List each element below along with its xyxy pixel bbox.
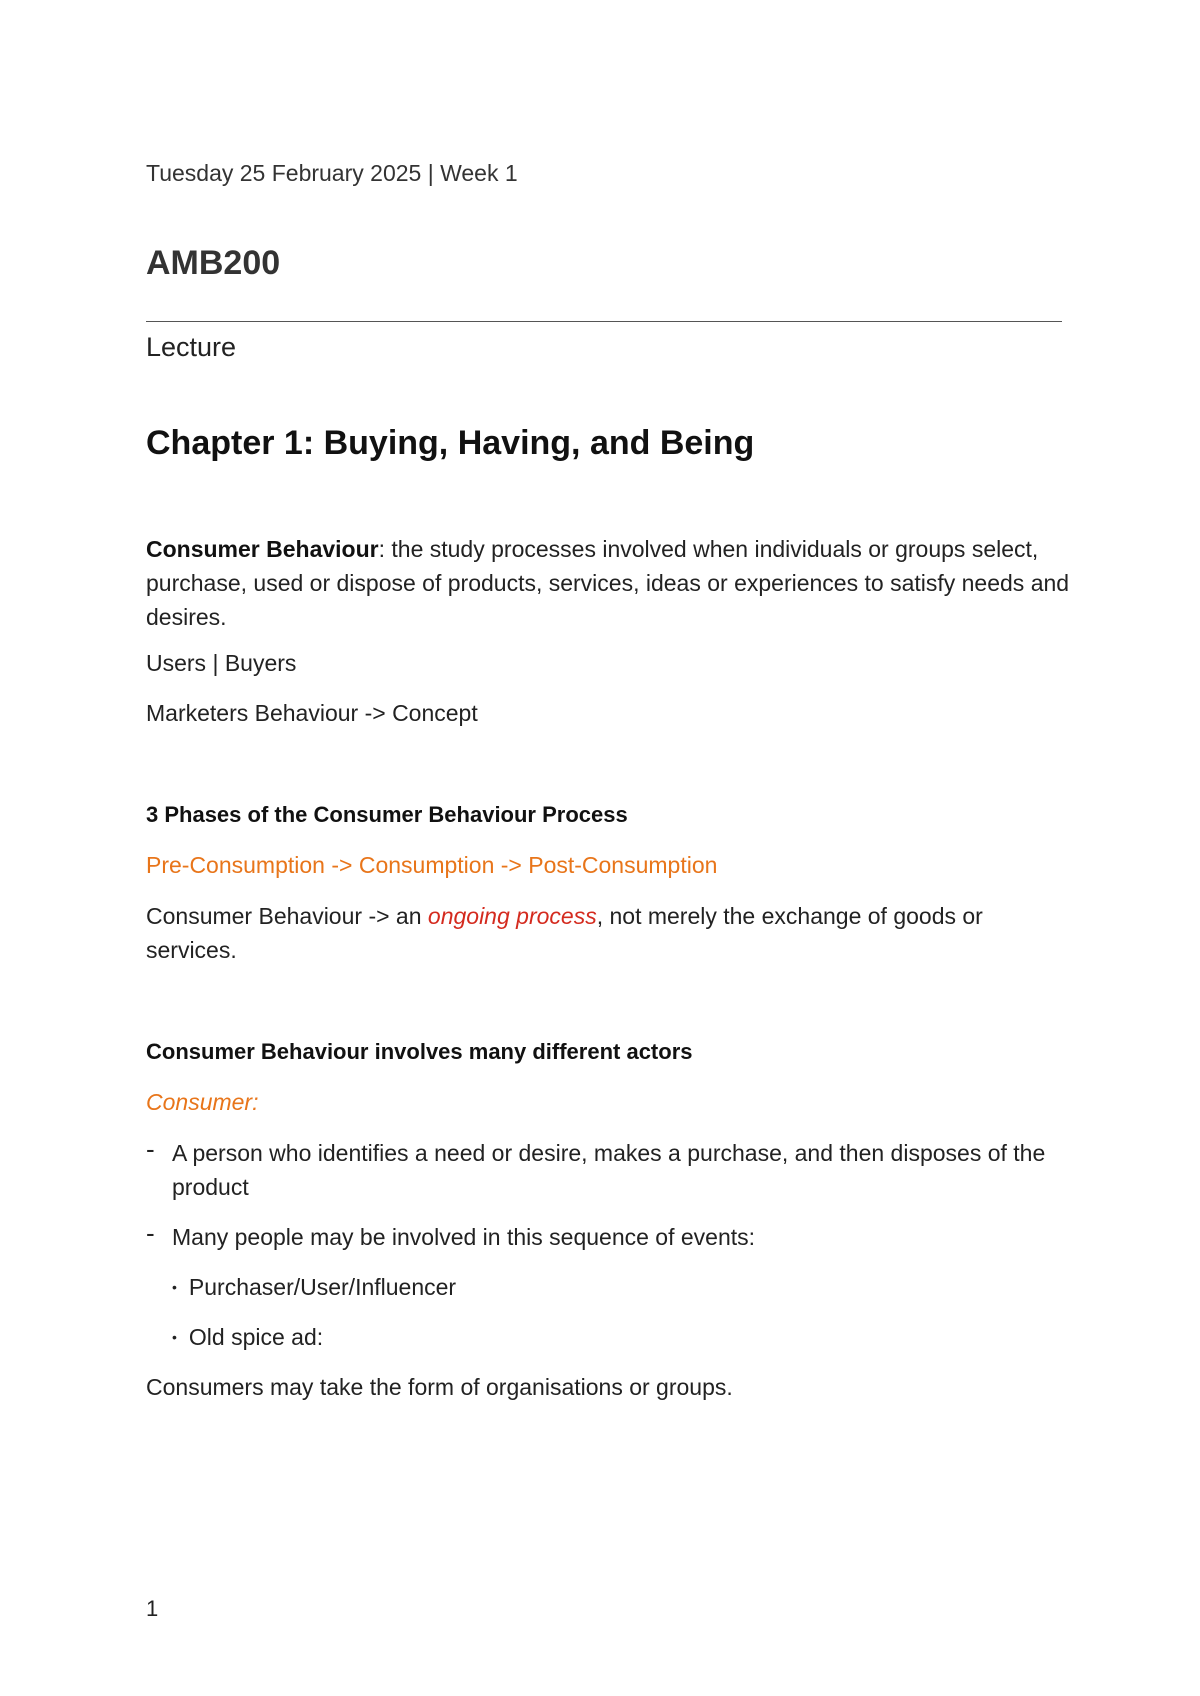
header-divider bbox=[146, 321, 1062, 322]
note-suffix: , not merely the exchange of goods or services. bbox=[146, 903, 983, 963]
dash-marker: - bbox=[146, 1218, 155, 1248]
phases-sequence: Pre-Consumption -> Consumption -> Post-Consumption bbox=[146, 852, 718, 878]
definition-text: : the study processes involved when individuals or groups select, purchase, used or dispose of products, services, ideas or experiences to satisfy needs and desires. bbox=[146, 536, 1070, 630]
bullet-list-item bbox=[172, 1274, 456, 1301]
bullet-marker: • bbox=[172, 1279, 177, 1295]
date-line: Tuesday 25 February 2025 | Week 1 bbox=[146, 160, 518, 186]
consumer-subheading: Consumer: bbox=[146, 1089, 259, 1115]
ongoing-process-note bbox=[146, 899, 1076, 967]
dash-list-item bbox=[146, 1220, 1076, 1254]
note-prefix: Consumer Behaviour -> an bbox=[146, 903, 428, 929]
bullet-item-text: Purchaser/User/Influencer bbox=[188, 1274, 457, 1300]
phases-heading: 3 Phases of the Consumer Behaviour Process bbox=[146, 802, 628, 827]
dash-marker: - bbox=[146, 1134, 155, 1164]
session-type: Lecture bbox=[146, 332, 237, 362]
marketers-behaviour-line: Marketers Behaviour -> Concept bbox=[146, 700, 478, 726]
closing-line: Consumers may take the form of organisations or groups. bbox=[146, 1374, 733, 1400]
dash-item-text: Many people may be involved in this sequence of events: bbox=[172, 1224, 756, 1250]
course-code: AMB200 bbox=[146, 244, 281, 282]
users-buyers-line: Users | Buyers bbox=[146, 650, 297, 676]
bullet-item-text: Old spice ad: bbox=[188, 1324, 324, 1350]
dash-item-text: A person who identifies a need or desire, makes a purchase, and then disposes of the product bbox=[172, 1140, 1046, 1200]
chapter-title: Chapter 1: Buying, Having, and Being bbox=[146, 424, 755, 462]
bullet-list-item bbox=[172, 1324, 323, 1351]
bullet-marker: • bbox=[172, 1329, 177, 1345]
dash-list-item bbox=[146, 1136, 1076, 1204]
definition-term: Consumer Behaviour bbox=[146, 536, 379, 562]
page-number: 1 bbox=[146, 1596, 159, 1621]
definition-paragraph bbox=[146, 532, 1076, 634]
actors-heading: Consumer Behaviour involves many different actors bbox=[146, 1039, 693, 1064]
note-highlight: ongoing process bbox=[427, 903, 597, 929]
